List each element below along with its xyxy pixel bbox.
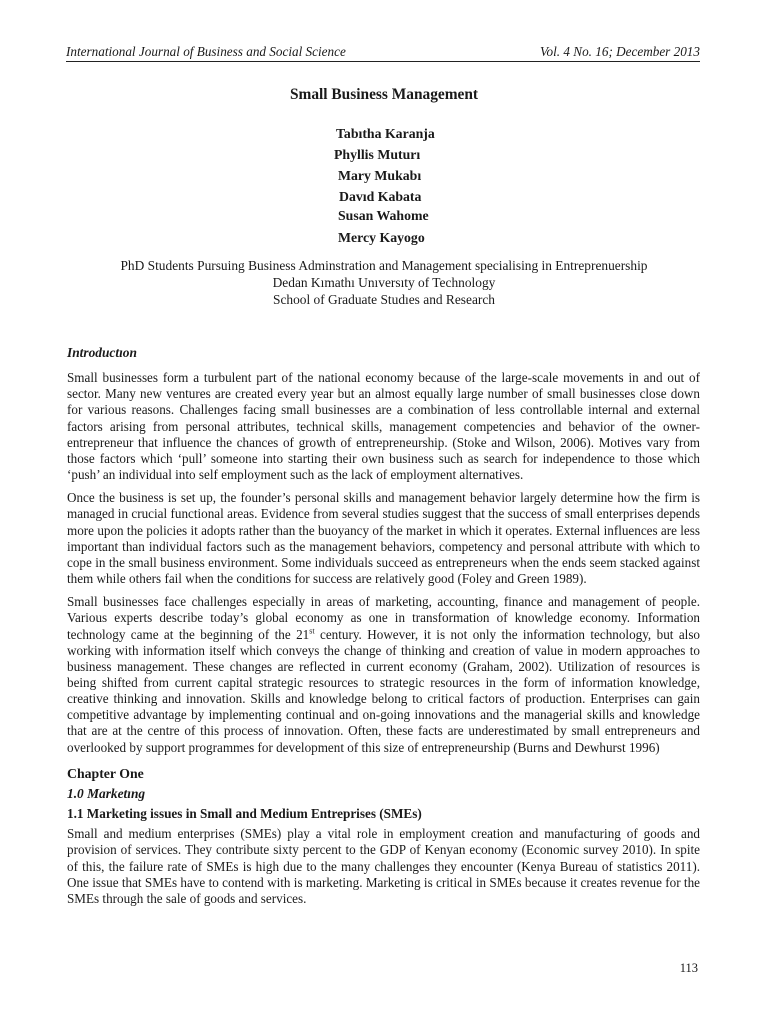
affiliation-line: School of Graduate Studıes and Research <box>273 292 495 307</box>
page-number: 113 <box>679 961 698 975</box>
paragraph: Once the business is set up, the founder’s personal skills and management behavior largely determine how the firm is managed in crucial functional areas. Evidence from several studies suggest that the success of small enterprises depends more upon the policies it adopts rather than the buoyancy of the market in which it operates. External influences are less important than individual factors such as the management behaviors, competency and personal attribute with which to cope in the small business environment. Some individuals succeed as entrepreneurs when the ends seem stacked against them while others fail when the conditions for success are relatively good (Foley and Green 1989). <box>67 490 700 587</box>
paper-title: Small Business Management <box>289 86 479 103</box>
author-name: Tabıtha Karanja <box>336 126 435 141</box>
journal-name: International Journal of Business and Social Science <box>66 44 346 59</box>
affiliation-line: Dedan Kımathı Unıversıty of Technology <box>272 275 496 290</box>
body-text <box>67 345 700 914</box>
subsection-heading: 1.1 Marketing issues in Small and Medium Entreprises (SMEs) <box>67 806 422 822</box>
paragraph: Small businesses form a turbulent part of the national economy because of the large-scale movements in and out of sector. Many new ventures are created every year but an almost equally large number of small businesses close down for various reasons. Challenges facing small businesses are a combination of less controllable internal and external factors arising from personal attributes, technical skills, management competencies and behavior of the owner-entrepreneur that influence the chances of growth of entrepreneurship. (Stoke and Wilson, 2006). Motives vary from those factors which ‘pull’ someone into starting their own business such as search for independence to those which ‘push’ an individual into self employment such as the lack of employment alternatives. <box>67 370 700 483</box>
chapter-heading: Chapter One <box>67 765 144 781</box>
author-name: Mary Mukabı <box>338 168 422 183</box>
paragraph: Small and medium enterprises (SMEs) play a vital role in employment creation and manufacturing of goods and provision of services. They contribute sixty percent to the GDP of Kenyan economy (Economic survey 2010). In spite of this, the failure rate of SMEs is high due to the many challenges they encounter (Kenya Bureau of statistics 2011). One issue that SMEs have to contend with is marketing. Marketing is critical in SMEs because it creates revenue for the SMEs through the sale of goods and services. <box>67 826 700 906</box>
author-name: Davıd Kabata <box>339 189 422 204</box>
author-name: Susan Wahome <box>338 208 429 223</box>
affiliation-line: PhD Students Pursuing Business Adminstration and Management specialising in Entreprenuership <box>120 258 648 273</box>
author-name: Phyllis Muturı <box>334 147 421 162</box>
running-header <box>66 44 700 62</box>
section-heading: 1.0 Marketıng <box>67 785 146 801</box>
author-name: Mercy Kayogo <box>338 230 425 245</box>
volume-info: Vol. 4 No. 16; December 2013 <box>539 44 700 59</box>
paragraph: Small businesses face challenges especially in areas of marketing, accounting, finance and management of people. Various experts describe today’s global economy as one in transformation of knowledge economy. Information technology came at the beginning of the 21st century. However, it is not only the information technology, but also working with information itself which conveys the change of thinking and creation of value in modern approaches to business management. These changes are reflected in current economy (Graham, 2002). Utilization of resources is being shifted from current capital strategic resources to strategic resources in the form of information knowledge, creative thinking and innovation. Skills and knowledge belong to critical factors of production. Enterprises can gain competitive advantage by implementing continual and on-going innovations and the managerial skills and knowledge that are at the centre of this process of innovation. Often, these facts are underestimated by small entrepreneurs and overlooked by support programmes for development of this size of entrepreneurship (Burns and Dewhurst 1996) <box>67 594 700 755</box>
introduction-heading: Introductıon <box>67 345 137 360</box>
